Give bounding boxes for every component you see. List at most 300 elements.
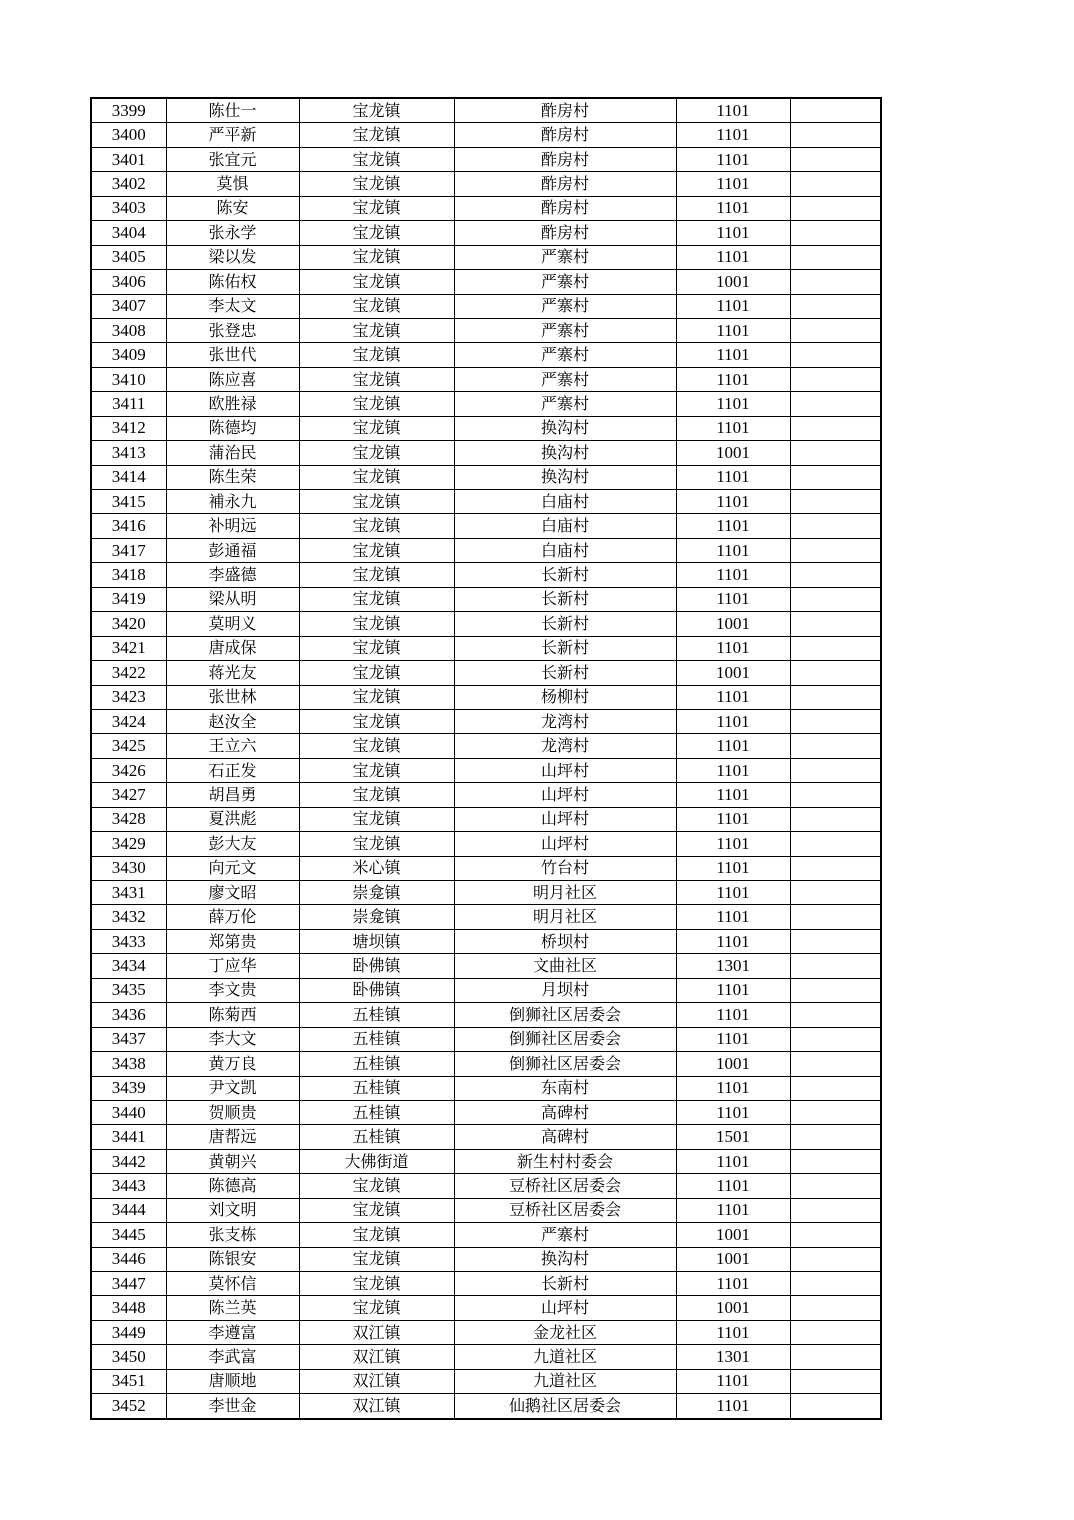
name-cell: 莫惧 <box>166 172 299 196</box>
serial-number-cell: 3425 <box>91 734 166 758</box>
table-row <box>91 318 881 342</box>
serial-number-cell: 3401 <box>91 147 166 171</box>
name-cell: 王立六 <box>166 734 299 758</box>
town-cell: 宝龙镇 <box>299 318 454 342</box>
name-cell: 张永学 <box>166 221 299 245</box>
name-cell: 夏洪彪 <box>166 807 299 831</box>
code-cell: 1101 <box>676 392 790 416</box>
town-cell: 宝龙镇 <box>299 441 454 465</box>
serial-number-cell: 3442 <box>91 1149 166 1173</box>
village-cell: 高碑村 <box>454 1125 676 1149</box>
town-cell: 五桂镇 <box>299 1027 454 1051</box>
village-cell: 高碑村 <box>454 1100 676 1124</box>
serial-number-cell: 3399 <box>91 98 166 123</box>
name-cell: 蒲治民 <box>166 441 299 465</box>
village-cell: 白庙村 <box>454 490 676 514</box>
name-cell: 张登忠 <box>166 318 299 342</box>
serial-number-cell: 3451 <box>91 1369 166 1393</box>
blank-cell <box>790 1296 881 1320</box>
name-cell: 薛万伦 <box>166 905 299 929</box>
serial-number-cell: 3435 <box>91 978 166 1002</box>
blank-cell <box>790 1149 881 1173</box>
serial-number-cell: 3405 <box>91 245 166 269</box>
serial-number-cell: 3402 <box>91 172 166 196</box>
serial-number-cell: 3406 <box>91 270 166 294</box>
table-row <box>91 294 881 318</box>
table-row <box>91 1320 881 1344</box>
table-row <box>91 612 881 636</box>
table-row <box>91 1100 881 1124</box>
village-cell: 金龙社区 <box>454 1320 676 1344</box>
village-cell: 仙鹅社区居委会 <box>454 1394 676 1419</box>
serial-number-cell: 3404 <box>91 221 166 245</box>
village-cell: 酢房村 <box>454 123 676 147</box>
village-cell: 换沟村 <box>454 441 676 465</box>
village-cell: 换沟村 <box>454 465 676 489</box>
code-cell: 1101 <box>676 709 790 733</box>
village-cell: 换沟村 <box>454 1247 676 1271</box>
table-row <box>91 465 881 489</box>
name-cell: 李世金 <box>166 1394 299 1419</box>
name-cell: 陈德均 <box>166 416 299 440</box>
name-cell: 李盛德 <box>166 563 299 587</box>
town-cell: 卧佛镇 <box>299 954 454 978</box>
blank-cell <box>790 1272 881 1296</box>
name-cell: 廖文昭 <box>166 881 299 905</box>
name-cell: 陈银安 <box>166 1247 299 1271</box>
code-cell: 1101 <box>676 318 790 342</box>
village-cell: 酢房村 <box>454 147 676 171</box>
table-row <box>91 392 881 416</box>
town-cell: 宝龙镇 <box>299 270 454 294</box>
table-row <box>91 881 881 905</box>
village-cell: 换沟村 <box>454 416 676 440</box>
serial-number-cell: 3421 <box>91 636 166 660</box>
village-cell: 山坪村 <box>454 783 676 807</box>
serial-number-cell: 3409 <box>91 343 166 367</box>
serial-number-cell: 3449 <box>91 1320 166 1344</box>
code-cell: 1101 <box>676 1174 790 1198</box>
serial-number-cell: 3440 <box>91 1100 166 1124</box>
name-cell: 刘文明 <box>166 1198 299 1222</box>
serial-number-cell: 3444 <box>91 1198 166 1222</box>
table-row <box>91 856 881 880</box>
table-row <box>91 636 881 660</box>
name-cell: 胡昌勇 <box>166 783 299 807</box>
blank-cell <box>790 563 881 587</box>
blank-cell <box>790 1027 881 1051</box>
blank-cell <box>790 221 881 245</box>
blank-cell <box>790 1394 881 1419</box>
serial-number-cell: 3418 <box>91 563 166 587</box>
serial-number-cell: 3400 <box>91 123 166 147</box>
blank-cell <box>790 832 881 856</box>
code-cell: 1101 <box>676 221 790 245</box>
serial-number-cell: 3429 <box>91 832 166 856</box>
code-cell: 1101 <box>676 758 790 782</box>
serial-number-cell: 3412 <box>91 416 166 440</box>
serial-number-cell: 3423 <box>91 685 166 709</box>
village-cell: 杨柳村 <box>454 685 676 709</box>
town-cell: 宝龙镇 <box>299 172 454 196</box>
town-cell: 宝龙镇 <box>299 343 454 367</box>
table-row <box>91 1247 881 1271</box>
serial-number-cell: 3445 <box>91 1223 166 1247</box>
code-cell: 1101 <box>676 1100 790 1124</box>
town-cell: 宝龙镇 <box>299 367 454 391</box>
table-row <box>91 196 881 220</box>
village-cell: 东南村 <box>454 1076 676 1100</box>
serial-number-cell: 3413 <box>91 441 166 465</box>
table-row <box>91 709 881 733</box>
serial-number-cell: 3439 <box>91 1076 166 1100</box>
name-cell: 李遵富 <box>166 1320 299 1344</box>
code-cell: 1101 <box>676 1272 790 1296</box>
village-cell: 龙湾村 <box>454 709 676 733</box>
name-cell: 補永九 <box>166 490 299 514</box>
code-cell: 1101 <box>676 1369 790 1393</box>
name-cell: 莫明义 <box>166 612 299 636</box>
blank-cell <box>790 709 881 733</box>
town-cell: 宝龙镇 <box>299 1223 454 1247</box>
blank-cell <box>790 807 881 831</box>
code-cell: 1001 <box>676 441 790 465</box>
village-cell: 酢房村 <box>454 196 676 220</box>
serial-number-cell: 3420 <box>91 612 166 636</box>
name-cell: 欧胜禄 <box>166 392 299 416</box>
serial-number-cell: 3432 <box>91 905 166 929</box>
serial-number-cell: 3427 <box>91 783 166 807</box>
name-cell: 陈佑权 <box>166 270 299 294</box>
serial-number-cell: 3441 <box>91 1125 166 1149</box>
code-cell: 1101 <box>676 538 790 562</box>
town-cell: 宝龙镇 <box>299 196 454 220</box>
blank-cell <box>790 783 881 807</box>
name-cell: 陈兰英 <box>166 1296 299 1320</box>
name-cell: 莫怀信 <box>166 1272 299 1296</box>
blank-cell <box>790 881 881 905</box>
name-cell: 石正发 <box>166 758 299 782</box>
table-row <box>91 1394 881 1419</box>
village-cell: 新生村村委会 <box>454 1149 676 1173</box>
blank-cell <box>790 441 881 465</box>
serial-number-cell: 3437 <box>91 1027 166 1051</box>
name-cell: 唐顺地 <box>166 1369 299 1393</box>
town-cell: 塘坝镇 <box>299 929 454 953</box>
table-row <box>91 587 881 611</box>
name-cell: 张宜元 <box>166 147 299 171</box>
record-table <box>90 97 882 1420</box>
village-cell: 长新村 <box>454 661 676 685</box>
village-cell: 明月社区 <box>454 881 676 905</box>
code-cell: 1101 <box>676 905 790 929</box>
blank-cell <box>790 196 881 220</box>
code-cell: 1101 <box>676 98 790 123</box>
village-cell: 九道社区 <box>454 1369 676 1393</box>
village-cell: 严寨村 <box>454 245 676 269</box>
record-table-body <box>91 98 881 1419</box>
blank-cell <box>790 1345 881 1369</box>
name-cell: 黄万良 <box>166 1052 299 1076</box>
name-cell: 张支栋 <box>166 1223 299 1247</box>
town-cell: 宝龙镇 <box>299 832 454 856</box>
village-cell: 酢房村 <box>454 98 676 123</box>
blank-cell <box>790 318 881 342</box>
village-cell: 长新村 <box>454 636 676 660</box>
blank-cell <box>790 1076 881 1100</box>
village-cell: 严寨村 <box>454 367 676 391</box>
code-cell: 1101 <box>676 881 790 905</box>
table-row <box>91 1003 881 1027</box>
blank-cell <box>790 392 881 416</box>
town-cell: 五桂镇 <box>299 1003 454 1027</box>
code-cell: 1101 <box>676 734 790 758</box>
table-row <box>91 1125 881 1149</box>
town-cell: 双江镇 <box>299 1345 454 1369</box>
blank-cell <box>790 538 881 562</box>
town-cell: 崇龛镇 <box>299 881 454 905</box>
table-row <box>91 1052 881 1076</box>
town-cell: 五桂镇 <box>299 1052 454 1076</box>
code-cell: 1001 <box>676 661 790 685</box>
table-row <box>91 343 881 367</box>
town-cell: 大佛街道 <box>299 1149 454 1173</box>
table-row <box>91 270 881 294</box>
village-cell: 山坪村 <box>454 832 676 856</box>
code-cell: 1101 <box>676 856 790 880</box>
name-cell: 彭通福 <box>166 538 299 562</box>
blank-cell <box>790 514 881 538</box>
town-cell: 宝龙镇 <box>299 465 454 489</box>
table-row <box>91 538 881 562</box>
village-cell: 文曲社区 <box>454 954 676 978</box>
table-row <box>91 807 881 831</box>
name-cell: 尹文凯 <box>166 1076 299 1100</box>
blank-cell <box>790 734 881 758</box>
name-cell: 张世代 <box>166 343 299 367</box>
table-row <box>91 1272 881 1296</box>
code-cell: 1001 <box>676 270 790 294</box>
blank-cell <box>790 661 881 685</box>
name-cell: 李大文 <box>166 1027 299 1051</box>
code-cell: 1101 <box>676 929 790 953</box>
serial-number-cell: 3426 <box>91 758 166 782</box>
table-row <box>91 1345 881 1369</box>
blank-cell <box>790 123 881 147</box>
town-cell: 宝龙镇 <box>299 709 454 733</box>
town-cell: 五桂镇 <box>299 1100 454 1124</box>
town-cell: 宝龙镇 <box>299 734 454 758</box>
code-cell: 1101 <box>676 172 790 196</box>
serial-number-cell: 3447 <box>91 1272 166 1296</box>
serial-number-cell: 3414 <box>91 465 166 489</box>
code-cell: 1101 <box>676 343 790 367</box>
serial-number-cell: 3430 <box>91 856 166 880</box>
village-cell: 酢房村 <box>454 221 676 245</box>
village-cell: 豆桥社区居委会 <box>454 1174 676 1198</box>
town-cell: 宝龙镇 <box>299 221 454 245</box>
blank-cell <box>790 1198 881 1222</box>
village-cell: 严寨村 <box>454 392 676 416</box>
town-cell: 宝龙镇 <box>299 1247 454 1271</box>
village-cell: 倒狮社区居委会 <box>454 1052 676 1076</box>
serial-number-cell: 3436 <box>91 1003 166 1027</box>
code-cell: 1101 <box>676 514 790 538</box>
table-row <box>91 1198 881 1222</box>
serial-number-cell: 3403 <box>91 196 166 220</box>
code-cell: 1101 <box>676 1076 790 1100</box>
serial-number-cell: 3450 <box>91 1345 166 1369</box>
name-cell: 李武富 <box>166 1345 299 1369</box>
village-cell: 酢房村 <box>454 172 676 196</box>
blank-cell <box>790 343 881 367</box>
serial-number-cell: 3424 <box>91 709 166 733</box>
table-row <box>91 1223 881 1247</box>
serial-number-cell: 3416 <box>91 514 166 538</box>
town-cell: 宝龙镇 <box>299 1174 454 1198</box>
code-cell: 1101 <box>676 1394 790 1419</box>
town-cell: 宝龙镇 <box>299 587 454 611</box>
blank-cell <box>790 685 881 709</box>
blank-cell <box>790 1174 881 1198</box>
town-cell: 宝龙镇 <box>299 98 454 123</box>
village-cell: 明月社区 <box>454 905 676 929</box>
code-cell: 1101 <box>676 563 790 587</box>
town-cell: 宝龙镇 <box>299 123 454 147</box>
town-cell: 宝龙镇 <box>299 685 454 709</box>
serial-number-cell: 3408 <box>91 318 166 342</box>
name-cell: 陈菊西 <box>166 1003 299 1027</box>
code-cell: 1101 <box>676 465 790 489</box>
code-cell: 1101 <box>676 1149 790 1173</box>
table-row <box>91 1174 881 1198</box>
name-cell: 严平新 <box>166 123 299 147</box>
name-cell: 丁应华 <box>166 954 299 978</box>
name-cell: 陈仕一 <box>166 98 299 123</box>
blank-cell <box>790 636 881 660</box>
name-cell: 李文贵 <box>166 978 299 1002</box>
table-row <box>91 978 881 1002</box>
blank-cell <box>790 270 881 294</box>
blank-cell <box>790 954 881 978</box>
blank-cell <box>790 490 881 514</box>
code-cell: 1101 <box>676 147 790 171</box>
table-row <box>91 1076 881 1100</box>
code-cell: 1101 <box>676 685 790 709</box>
name-cell: 向元文 <box>166 856 299 880</box>
blank-cell <box>790 1320 881 1344</box>
town-cell: 宝龙镇 <box>299 1296 454 1320</box>
serial-number-cell: 3431 <box>91 881 166 905</box>
name-cell: 梁以发 <box>166 245 299 269</box>
village-cell: 白庙村 <box>454 514 676 538</box>
serial-number-cell: 3434 <box>91 954 166 978</box>
village-cell: 白庙村 <box>454 538 676 562</box>
table-row <box>91 954 881 978</box>
blank-cell <box>790 1052 881 1076</box>
blank-cell <box>790 1223 881 1247</box>
blank-cell <box>790 856 881 880</box>
code-cell: 1101 <box>676 807 790 831</box>
village-cell: 山坪村 <box>454 758 676 782</box>
table-row <box>91 367 881 391</box>
name-cell: 梁从明 <box>166 587 299 611</box>
table-row <box>91 441 881 465</box>
serial-number-cell: 3422 <box>91 661 166 685</box>
village-cell: 长新村 <box>454 587 676 611</box>
blank-cell <box>790 245 881 269</box>
name-cell: 赵汝全 <box>166 709 299 733</box>
town-cell: 宝龙镇 <box>299 245 454 269</box>
village-cell: 豆桥社区居委会 <box>454 1198 676 1222</box>
name-cell: 蒋光友 <box>166 661 299 685</box>
village-cell: 严寨村 <box>454 343 676 367</box>
village-cell: 九道社区 <box>454 1345 676 1369</box>
code-cell: 1001 <box>676 1296 790 1320</box>
blank-cell <box>790 416 881 440</box>
village-cell: 长新村 <box>454 563 676 587</box>
town-cell: 宝龙镇 <box>299 514 454 538</box>
town-cell: 宝龙镇 <box>299 563 454 587</box>
serial-number-cell: 3448 <box>91 1296 166 1320</box>
town-cell: 宝龙镇 <box>299 1198 454 1222</box>
table-row <box>91 832 881 856</box>
serial-number-cell: 3433 <box>91 929 166 953</box>
code-cell: 1101 <box>676 832 790 856</box>
table-row <box>91 172 881 196</box>
name-cell: 陈生荣 <box>166 465 299 489</box>
blank-cell <box>790 1003 881 1027</box>
town-cell: 宝龙镇 <box>299 612 454 636</box>
serial-number-cell: 3419 <box>91 587 166 611</box>
village-cell: 严寨村 <box>454 318 676 342</box>
code-cell: 1101 <box>676 196 790 220</box>
name-cell: 陈德高 <box>166 1174 299 1198</box>
town-cell: 卧佛镇 <box>299 978 454 1002</box>
table-row <box>91 929 881 953</box>
code-cell: 1101 <box>676 367 790 391</box>
town-cell: 宝龙镇 <box>299 490 454 514</box>
blank-cell <box>790 1125 881 1149</box>
village-cell: 长新村 <box>454 612 676 636</box>
blank-cell <box>790 758 881 782</box>
code-cell: 1101 <box>676 490 790 514</box>
table-row <box>91 661 881 685</box>
town-cell: 宝龙镇 <box>299 636 454 660</box>
table-row <box>91 1027 881 1051</box>
code-cell: 1101 <box>676 245 790 269</box>
blank-cell <box>790 172 881 196</box>
table-row <box>91 734 881 758</box>
town-cell: 宝龙镇 <box>299 392 454 416</box>
code-cell: 1101 <box>676 587 790 611</box>
village-cell: 严寨村 <box>454 1223 676 1247</box>
table-row <box>91 685 881 709</box>
town-cell: 宝龙镇 <box>299 294 454 318</box>
code-cell: 1101 <box>676 783 790 807</box>
village-cell: 月坝村 <box>454 978 676 1002</box>
blank-cell <box>790 1247 881 1271</box>
table-row <box>91 416 881 440</box>
blank-cell <box>790 587 881 611</box>
blank-cell <box>790 147 881 171</box>
table-row <box>91 1296 881 1320</box>
code-cell: 1101 <box>676 294 790 318</box>
table-row <box>91 123 881 147</box>
blank-cell <box>790 98 881 123</box>
village-cell: 竹台村 <box>454 856 676 880</box>
blank-cell <box>790 978 881 1002</box>
